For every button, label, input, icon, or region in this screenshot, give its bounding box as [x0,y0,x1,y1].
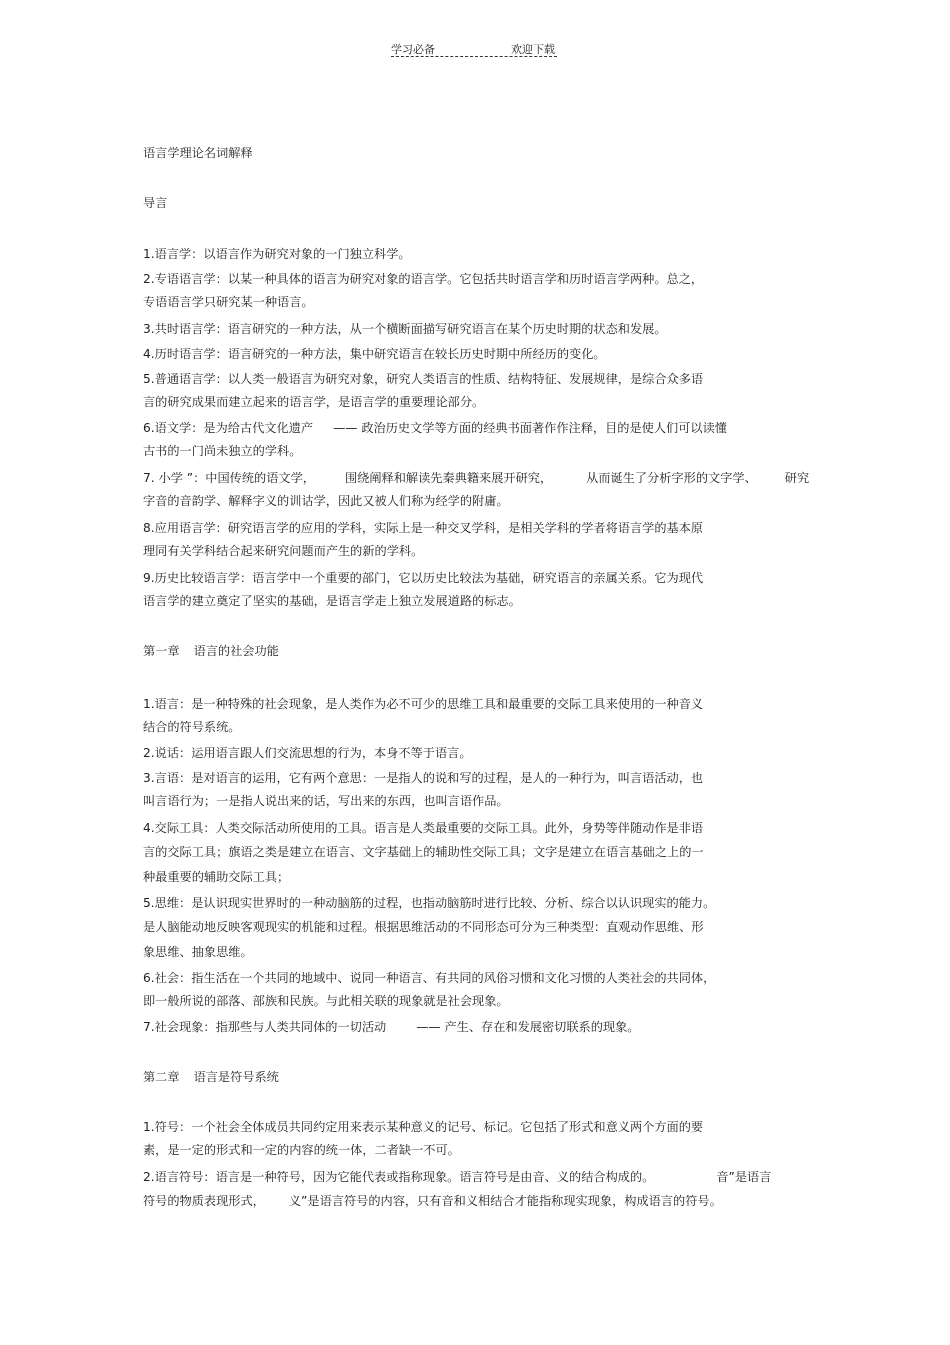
intro-item-6-line1 [143,420,727,436]
chapter2-item-2-part3: 符号的物质表现形式， [143,1194,265,1208]
chapter2-number: 第二章 [143,1070,180,1084]
chapter1-item-1-line2: 结合的符号系统。 [143,720,241,734]
intro-item-9-line2: 语言学的建立奠定了坚实的基础，是语言学走上独立发展道路的标志。 [143,594,521,608]
chapter1-item-2: 2.说话：运用语言跟人们交流思想的行为，本身不等于语言。 [143,746,472,760]
intro-item-5-line1: 5.普通语言学：以人类一般语言为研究对象，研究人类语言的性质、结构特征、发展规律，是综合众多语 [143,372,704,386]
chapter1-item-1-line1: 1.语言：是一种特殊的社会现象，是人类作为必不可少的思维工具和最重要的交际工具来使用的一种音义 [143,697,704,711]
intro-item-1: 1.语言学：以语言作为研究对象的一门独立科学。 [143,247,411,261]
chapter1-item-4-line1: 4.交际工具：人类交际活动所使用的工具。语言是人类最重要的交际工具。此外，身势等伴随动作是非语 [143,821,704,835]
intro-item-2-line2: 专语语言学只研究某一种语言。 [143,295,314,309]
intro-item-2-line1: 2.专语语言学：以某一种具体的语言为研究对象的语言学。它包括共时语言学和历时语言学两种。总之， [143,272,704,286]
header-left-text: 学习必备 [391,43,435,56]
chapter2-name: 语言是符号系统 [193,1070,279,1084]
intro-item-7-line1 [143,470,809,486]
chapter1-name: 语言的社会功能 [193,644,279,658]
chapter2-item-1-line2: 素，是一定的形式和一定的内容的统一体，二者缺一不可。 [143,1143,460,1157]
chapter1-item-3-line2: 叫言语行为；一是指人说出来的话，写出来的东西，也叫言语作品。 [143,794,509,808]
chapter1-item-7-part1: 7.社会现象：指那些与人类共同体的一切活动 [143,1020,387,1034]
intro-item-7-part3: 从而诞生了分析字形的文字学、 [586,471,757,485]
chapter1-item-4-line3: 种最重要的辅助交际工具； [143,870,290,884]
intro-item-6-part1: 6.语文学：是为给古代文化遗产 [143,421,314,435]
chapter2-item-1-line1: 1.符号：一个社会全体成员共同约定用来表示某种意义的记号、标记。它包括了形式和意义两个方面的要 [143,1120,704,1134]
chapter2-item-2-part1: 2.语言符号：语言是一种符号，因为它能代表或指称现象。语言符号是由音、义的结合构成的。 [143,1170,655,1184]
intro-item-3: 3.共时语言学：语言研究的一种方法，从一个横断面描写研究语言在某个历史时期的状态和发展。 [143,322,667,336]
intro-item-8-line2: 理同有关学科结合起来研究问题而产生的新的学科。 [143,544,424,558]
chapter1-item-7-part2: —— 产生、存在和发展密切联系的现象。 [416,1020,640,1034]
intro-item-7-line2: 字音的音韵学、解释字义的训诂学，因此又被人们称为经学的附庸。 [143,494,509,508]
page-header [391,40,557,57]
intro-item-9-line1: 9.历史比较语言学：语言学中一个重要的部门，它以历史比较法为基础，研究语言的亲属关系。它为现代 [143,571,704,585]
intro-item-5-line2: 言的研究成果而建立起来的语言学，是语言学的重要理论部分。 [143,395,485,409]
intro-item-7-part2: 围绕阐释和解读先秦典籍来展开研究， [344,471,553,485]
chapter1-item-5-line3: 象思维、抽象思维。 [143,945,253,959]
chapter1-item-6-line1: 6.社会：指生活在一个共同的地域中、说同一种语言、有共同的风俗习惯和文化习惯的人类社会的共同体， [143,971,716,985]
section-heading-intro: 导言 [143,196,168,210]
chapter2-item-2-line1 [143,1169,771,1185]
intro-item-8-line1: 8.应用语言学：研究语言学的应用的学科，实际上是一种交叉学科，是相关学科的学者将语言学的基本原 [143,521,704,535]
chapter1-number: 第一章 [143,644,180,658]
intro-item-7-part4: 研究 [784,471,810,485]
chapter2-item-2-line2 [143,1193,722,1209]
intro-item-6-part2: —— 政治历史文学等方面的经典书面著作作注释，目的是使人们可以读懂 [333,421,727,435]
intro-item-7-part1: 7. 小学 ”：中国传统的语文学， [143,471,315,485]
chapter1-item-7 [143,1019,639,1035]
chapter1-item-4-line2: 言的交际工具；旗语之类是建立在语言、文字基础上的辅助性交际工具；文字是建立在语言基础之上的一 [143,845,704,859]
chapter1-item-6-line2: 即一般所说的部落、部族和民族。与此相关联的现象就是社会现象。 [143,994,509,1008]
chapter2-item-2-part2: 音”是语言 [716,1170,772,1184]
chapter1-item-3-line1: 3.言语：是对语言的运用，它有两个意思：一是指人的说和写的过程，是人的一种行为，叫言语活动，也 [143,771,704,785]
header-right-text: 欢迎下载 [511,43,555,56]
intro-item-4: 4.历时语言学：语言研究的一种方法，集中研究语言在较长历史时期中所经历的变化。 [143,347,606,361]
chapter1-item-5-line2: 是人脑能动地反映客观现实的机能和过程。根据思维活动的不同形态可分为三种类型：直观动作思维、形 [143,920,704,934]
intro-item-6-line2: 古书的一门尚未独立的学科。 [143,444,302,458]
section-heading-chapter1 [143,643,279,659]
document-title: 语言学理论名词解释 [143,146,253,160]
chapter1-item-5-line1: 5.思维：是认识现实世界时的一种动脑筋的过程，也指动脑筋时进行比较、分析、综合以认识现实的能力。 [143,896,716,910]
chapter2-item-2-part4: 义”是语言符号的内容，只有音和义相结合才能指称现实现象，构成语言的符号。 [288,1194,722,1208]
section-heading-chapter2 [143,1069,279,1085]
